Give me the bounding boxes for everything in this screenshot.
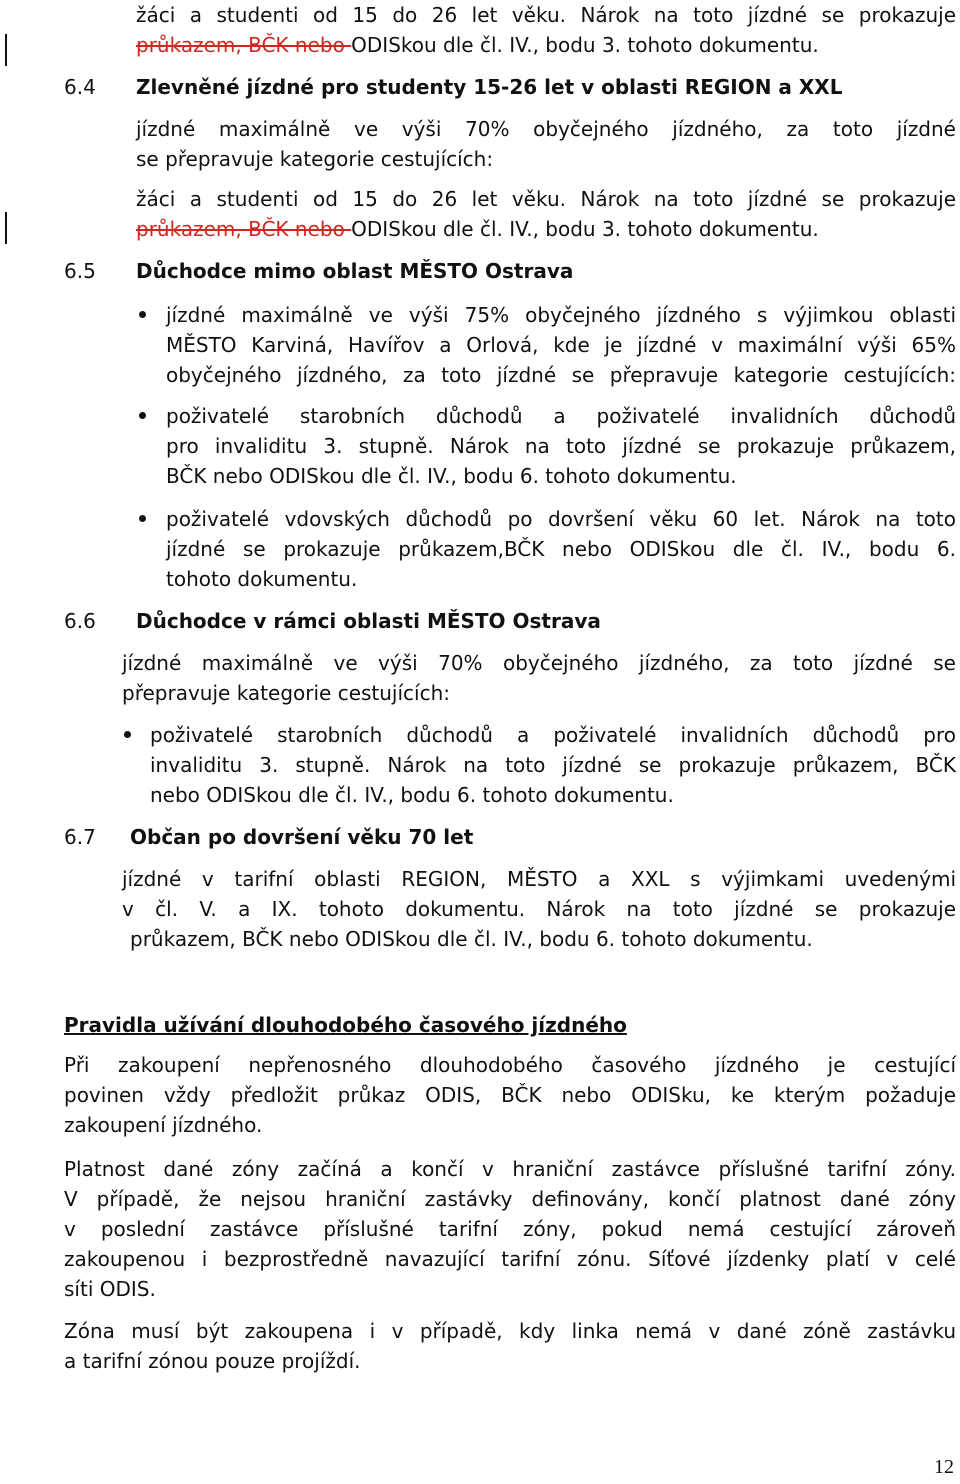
s65-b1-line-1: jízdné maximálně ve výši 75% obyčejného jízdného s výjimkou oblasti (166, 303, 956, 327)
s67-line-2: v čl. V. a IX. tohoto dokumentu. Nárok na toto jízdné se prokazuje (122, 897, 956, 921)
struck-text: průkazem, BČK nebo (136, 217, 352, 241)
s66-intro-1: jízdné maximálně ve výši 70% obyčejného jízdného, za toto jízdné se (122, 651, 956, 675)
struck-text: průkazem, BČK nebo (136, 33, 352, 57)
rules-p2-line-5: síti ODIS. (64, 1277, 156, 1301)
rules-p1-line-3: zakoupení jízdného. (64, 1113, 263, 1137)
text-span: ODISkou dle čl. IV., bodu 3. tohoto dokumentu. (351, 217, 819, 241)
section-number-6-5: 6.5 (64, 259, 96, 283)
rules-p2-line-1: Platnost dané zóny začíná a končí v hraniční zastávce příslušné tarifní zóny. (64, 1157, 956, 1181)
bullet-icon (139, 311, 146, 318)
section-title-6-6: Důchodce v rámci oblasti MĚSTO Ostrava (136, 609, 601, 633)
s64-item-2 (136, 214, 819, 244)
top-line-2 (136, 30, 819, 60)
s64-intro-2: se přepravuje kategorie cestujících: (136, 147, 494, 171)
rules-p1-line-2: povinen vždy předložit průkaz ODIS, BČK nebo ODISku, ke kterým požaduje (64, 1083, 956, 1107)
change-bar (5, 212, 7, 244)
bullet-icon (139, 515, 146, 522)
s65-b2-line-3: BČK nebo ODISkou dle čl. IV., bodu 6. tohoto dokumentu. (166, 464, 737, 488)
s67-line-1: jízdné v tarifní oblasti REGION, MĚSTO a XXL s výjimkami uvedenými (122, 867, 956, 891)
rules-p1-line-1: Při zakoupení nepřenosného dlouhodobého časového jízdného je cestující (64, 1053, 956, 1077)
section-number-6-6: 6.6 (64, 609, 96, 633)
s66-b1-line-3: nebo ODISkou dle čl. IV., bodu 6. tohoto dokumentu. (150, 783, 674, 807)
top-line-1: žáci a studenti od 15 do 26 let věku. Nárok na toto jízdné se prokazuje (136, 3, 956, 27)
rules-p2-line-2: V případě, že nejsou hraniční zastávky definovány, končí platnost dané zóny (64, 1187, 956, 1211)
rules-p2-line-3: v poslední zastávce příslušné tarifní zóny, pokud nemá cestující zároveň (64, 1217, 956, 1241)
s65-b3-line-3: tohoto dokumentu. (166, 567, 358, 591)
rules-p2-line-4: zakoupenou i bezprostředně navazující tarifní zónu. Síťové jízdenky platí v celé (64, 1247, 956, 1271)
section-number-6-4: 6.4 (64, 75, 96, 99)
text-span: ODISkou dle čl. IV., bodu 3. tohoto dokumentu. (351, 33, 819, 57)
section-title-6-7: Občan po dovršení věku 70 let (130, 825, 474, 849)
section-title-6-5: Důchodce mimo oblast MĚSTO Ostrava (136, 259, 574, 283)
s64-intro-1: jízdné maximálně ve výši 70% obyčejného jízdného, za toto jízdné (136, 117, 956, 141)
s64-item-1: žáci a studenti od 15 do 26 let věku. Nárok na toto jízdné se prokazuje (136, 187, 956, 211)
page-number: 12 (934, 1456, 954, 1478)
section-number-6-7: 6.7 (64, 825, 96, 849)
bullet-icon (139, 412, 146, 419)
rules-heading: Pravidla užívání dlouhodobého časového jízdného (64, 1013, 627, 1037)
s65-b3-line-1: poživatelé vdovských důchodů po dovršení věku 60 let. Nárok na toto (166, 507, 956, 531)
s65-b1-line-2: MĚSTO Karviná, Havířov a Orlová, kde je jízdné v maximální výši 65% (166, 333, 956, 357)
s66-b1-line-2: invaliditu 3. stupně. Nárok na toto jízdné se prokazuje průkazem, BČK (150, 753, 956, 777)
s67-line-3: průkazem, BČK nebo ODISkou dle čl. IV., bodu 6. tohoto dokumentu. (130, 927, 813, 951)
section-title-6-4: Zlevněné jízdné pro studenty 15-26 let v oblasti REGION a XXL (136, 75, 843, 99)
s66-b1-line-1: poživatelé starobních důchodů a poživatelé invalidních důchodů pro (150, 723, 956, 747)
s65-b2-line-2: pro invaliditu 3. stupně. Nárok na toto jízdné se prokazuje průkazem, (166, 434, 956, 458)
change-bar (5, 34, 7, 66)
bullet-icon (124, 731, 131, 738)
s65-b2-line-1: poživatelé starobních důchodů a poživatelé invalidních důchodů (166, 404, 956, 428)
s65-b3-line-2: jízdné se prokazuje průkazem,BČK nebo ODISkou dle čl. IV., bodu 6. (166, 537, 956, 561)
rules-p3-line-2: a tarifní zónou pouze projíždí. (64, 1349, 361, 1373)
rules-p3-line-1: Zóna musí být zakoupena i v případě, kdy linka nemá v dané zóně zastávku (64, 1319, 956, 1343)
s66-intro-2: přepravuje kategorie cestujících: (122, 681, 451, 705)
s65-b1-line-3: obyčejného jízdného, za toto jízdné se přepravuje kategorie cestujících: (166, 363, 956, 387)
